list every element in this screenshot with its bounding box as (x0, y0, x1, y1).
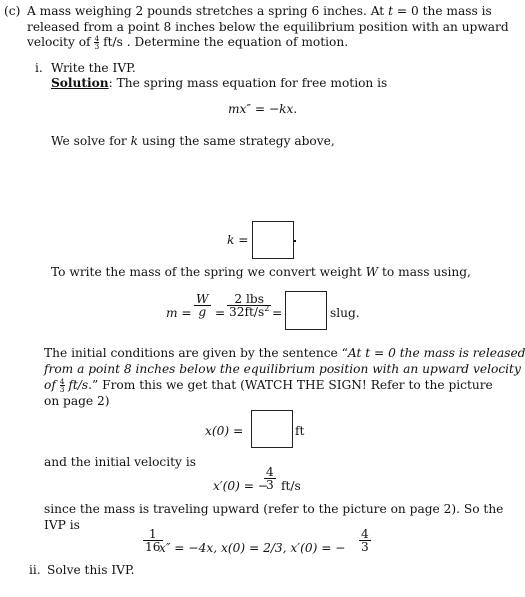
part-i-title: Write the IVP. (51, 61, 136, 75)
accel-den (227, 305, 271, 318)
accel-den-sup: 2 (264, 303, 270, 313)
ic-line-1-italic: At t = 0 the mass is released (347, 346, 525, 360)
lbs-num: 2 lbs (234, 292, 264, 306)
problem-line-3b: ft/s . Determine the equation of motion. (99, 35, 349, 49)
ic-line-3 (44, 378, 493, 393)
velocity-frac-num: 4 (94, 34, 100, 43)
problem-line-3a: velocity of (27, 35, 95, 49)
W-symbol: W (365, 265, 379, 279)
ivp-equations: x″ = −4x, x(0) = 2/3, x′(0) = − (159, 541, 346, 555)
w-over-g-den: g (194, 305, 211, 318)
ivp-last-den: 3 (361, 540, 369, 554)
problem-line-1a: A mass weighing 2 pounds stretches a spring 6 inches. At (27, 4, 389, 18)
solution-label: Solution (51, 76, 109, 90)
problem-line-3 (27, 35, 348, 50)
slug-unit: slug. (330, 306, 360, 320)
problem-line-1 (27, 4, 492, 18)
ic-line-4: on page 2) (44, 394, 110, 408)
ic-line-2: from a point 8 inches below the equilibrium position with an upward velocity (44, 362, 521, 376)
ic-line-3-italic-b: ft/s. (64, 378, 93, 392)
ic-frac-num: 4 (59, 377, 65, 386)
k-symbol: k (130, 134, 139, 148)
k-equation-label: k = (227, 233, 249, 247)
m-equation-lhs: m = (166, 306, 192, 320)
solution-line (51, 76, 387, 90)
problem-line-1b: = 0 the mass is (392, 4, 492, 18)
t-symbol: t (388, 4, 393, 18)
x0-answer-box[interactable] (251, 410, 293, 448)
part-ii-label: ii. (29, 563, 41, 577)
k-period (294, 240, 296, 242)
mass-sentence-a: To write the mass of the spring we convert weight (51, 265, 366, 279)
ic-line-3b: ” From this we get that (WATCH THE SIGN! Refer to the picture (92, 378, 493, 392)
accel-den-text: 32ft/s (229, 305, 265, 319)
w-over-g-num: W (196, 292, 209, 306)
k-strategy-line (51, 134, 335, 148)
k-strategy-b: using the same strategy above, (138, 134, 335, 148)
mass-sentence-b: to mass using, (378, 265, 471, 279)
ivp-frac-last (359, 528, 371, 553)
initial-velocity-text: and the initial velocity is (44, 455, 196, 469)
ic-line-1a: The initial conditions are given by the sentence “ (44, 346, 348, 360)
xprime0-unit: ft/s (281, 479, 301, 493)
k-strategy-a: We solve for (51, 134, 131, 148)
ivp-frac-num: 1 (148, 527, 157, 541)
xprime0-fraction (264, 466, 276, 491)
x0-label: x(0) = (205, 424, 244, 438)
ic-line-3-italic-a: of (44, 378, 60, 392)
part-i-label: i. (35, 61, 43, 75)
velocity-frac-den: 3 (94, 42, 100, 51)
solution-text: : The spring mass equation for free motion is (108, 76, 388, 90)
xprime0-den: 3 (266, 478, 274, 492)
x0-unit: ft (295, 424, 305, 438)
mass-answer-box[interactable] (285, 291, 327, 330)
equals-sign-2: = (272, 306, 283, 320)
spring-equation: mx″ = −kx. (228, 102, 298, 116)
since-line-2: IVP is (44, 518, 80, 532)
problem-label: (c) (4, 4, 21, 18)
w-over-g-fraction (194, 293, 211, 318)
problem-line-2: released from a point 8 inches below the equilibrium position with an upward (27, 20, 509, 34)
ic-line-1 (44, 346, 525, 360)
part-ii-title: Solve this IVP. (47, 563, 135, 577)
equals-sign-1: = (215, 306, 226, 320)
xprime0-num: 4 (266, 465, 274, 479)
ic-frac-den: 3 (59, 385, 65, 394)
ivp-frac-den: 16 (145, 540, 161, 554)
mass-sentence (51, 265, 471, 279)
k-answer-box[interactable] (252, 221, 294, 259)
xprime0-label: x′(0) = − (213, 479, 269, 493)
ivp-last-num: 4 (361, 527, 369, 541)
since-line-1: since the mass is traveling upward (refer to the picture on page 2). So the (44, 502, 504, 516)
lbs-over-accel-fraction (227, 293, 271, 318)
